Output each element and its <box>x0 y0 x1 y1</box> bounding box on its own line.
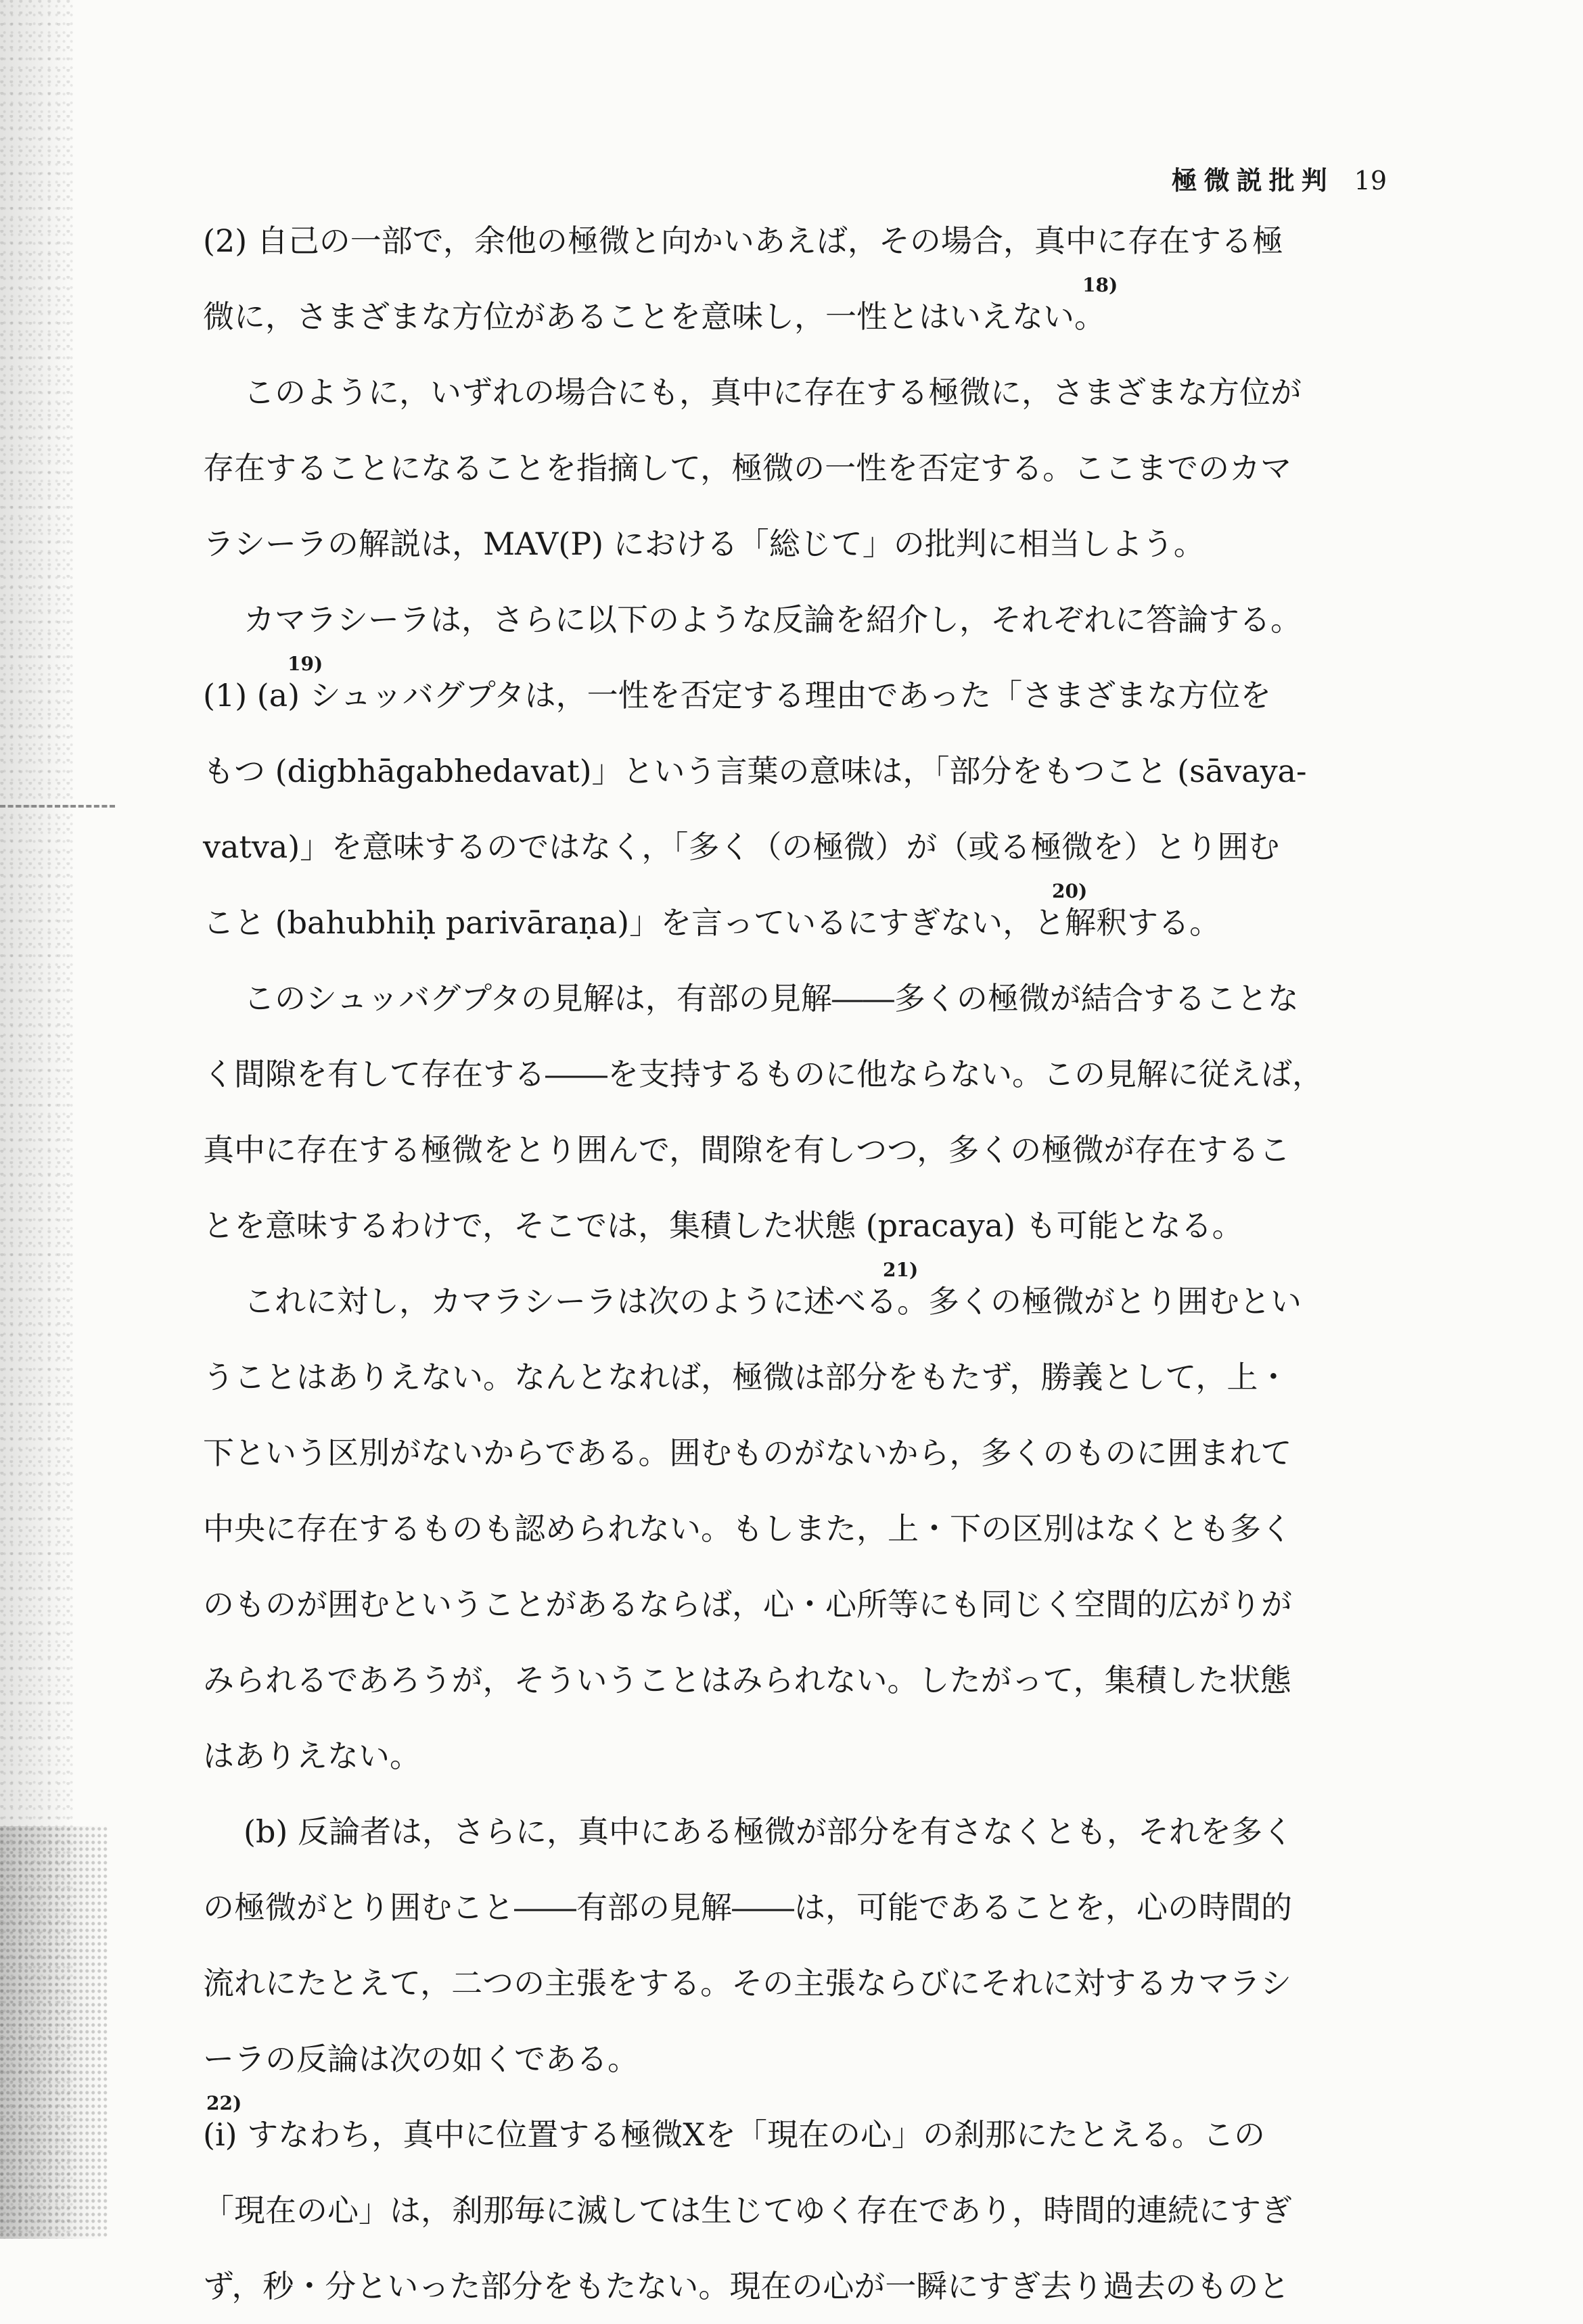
text-line: ラシーラの解説は，MAV(P) における「総じて」の批判に相当しよう。 <box>203 526 1205 562</box>
footnote-mark: 18) <box>1082 274 1118 296</box>
text-line: ーラの反論は次の如くである。 <box>203 2041 639 2077</box>
text-line: このシュッバグプタの見解は，有部の見解――多くの極微が結合することな <box>244 980 1299 1017</box>
footnote-mark: 21) <box>883 1259 919 1281</box>
text-line: (2) 自己の一部で，余他の極微と向かいあえば，その場合，真中に存在する極 <box>203 223 1283 259</box>
text-line: とを意味するわけで，そこでは，集積した状態 (pracaya) も可能となる。 <box>203 1207 1243 1244</box>
text-line: 流れにたとえて，二つの主張をする。その主張ならびにそれに対するカマラシ <box>203 1965 1292 2001</box>
text-line: うことはありえない。なんとなれば，極微は部分をもたず，勝義として，上・ <box>203 1359 1289 1395</box>
text-line: く間隙を有して存在する――を支持するものに他ならない。この見解に従えば， <box>203 1056 1323 1092</box>
text-line: これに対し，カマラシーラは次のように述べる。多くの極微がとり囲むとい 21) <box>203 1263 1394 1339</box>
text-line: (i) すなわち，真中に位置する極微Xを「現在の心」の刹那にたとえる。この 22) <box>203 2097 1394 2172</box>
footnote-mark: 20) <box>1052 880 1088 902</box>
text-line: みられるであろうが，そういうことはみられない。したがって，集積した状態 <box>203 1662 1291 1698</box>
scan-shadow-bottom-left <box>0 1826 108 2239</box>
text-line: はありえない。 <box>203 1738 421 1774</box>
text-line: 微に，さまざまな方位があることを意味し，一性とはいえない。 18) <box>203 279 1394 354</box>
page-number: 19 <box>1354 166 1387 195</box>
text-line: (1) (a) シュッバグプタは，一性を否定する理由であった「さまざまな方位を 19) <box>203 657 1394 733</box>
text-line: 中央に存在するものも認められない。もしまた，上・下の区別はなくとも多く <box>203 1510 1292 1547</box>
text-line: vatva)」を意味するのではなく，「多く（の極微）が（或る極微を）とり囲む <box>203 829 1280 865</box>
text-line: 「現在の心」は，刹那毎に滅しては生じてゆく存在であり，時間的連続にすぎ <box>203 2192 1292 2229</box>
text-line: 真中に存在する極微をとり囲んで，間隙を有しつつ，多くの極微が存在するこ <box>203 1132 1291 1168</box>
text-line: ず，秒・分といった部分をもたない。現在の心が一瞬にすぎ去り過去のものと <box>203 2268 1290 2304</box>
body-text <box>203 203 1394 2324</box>
text-line: (b) 反論者は，さらに，真中にある極微が部分を有さなくとも，それを多く <box>244 1813 1293 1850</box>
running-header-title: 極微説批判 <box>1171 165 1334 195</box>
text-line: 下という区別がないからである。囲むものがないから，多くのものに囲まれて <box>203 1435 1292 1471</box>
text-line: こと (bahubhiḥ parivāraṇa)」を言っているにすぎない，と解釈する。 20) <box>203 885 1394 960</box>
text-line: のものが囲むということがあるならば，心・心所等にも同じく空間的広がりが <box>203 1586 1292 1623</box>
running-header <box>1172 160 1387 197</box>
margin-dash-mark <box>0 805 115 808</box>
text-line: 存在することになることを指摘して，極微の一性を否定する。ここまでのカマ <box>203 450 1292 486</box>
text-line: の極微がとり囲むこと――有部の見解――は，可能であることを，心の時間的 <box>203 1889 1292 1926</box>
text-line: もつ (digbhāgabhedavat)」という言葉の意味は，「部分をもつこと (sāvaya- <box>203 753 1307 789</box>
footnote-mark: 19) <box>288 653 323 675</box>
text-line: カマラシーラは，さらに以下のような反論を紹介し，それぞれに答論する。 <box>244 601 1302 638</box>
footnote-mark: 22) <box>206 2092 242 2114</box>
text-line: このように，いずれの場合にも，真中に存在する極微に，さまざまな方位が <box>244 374 1302 411</box>
